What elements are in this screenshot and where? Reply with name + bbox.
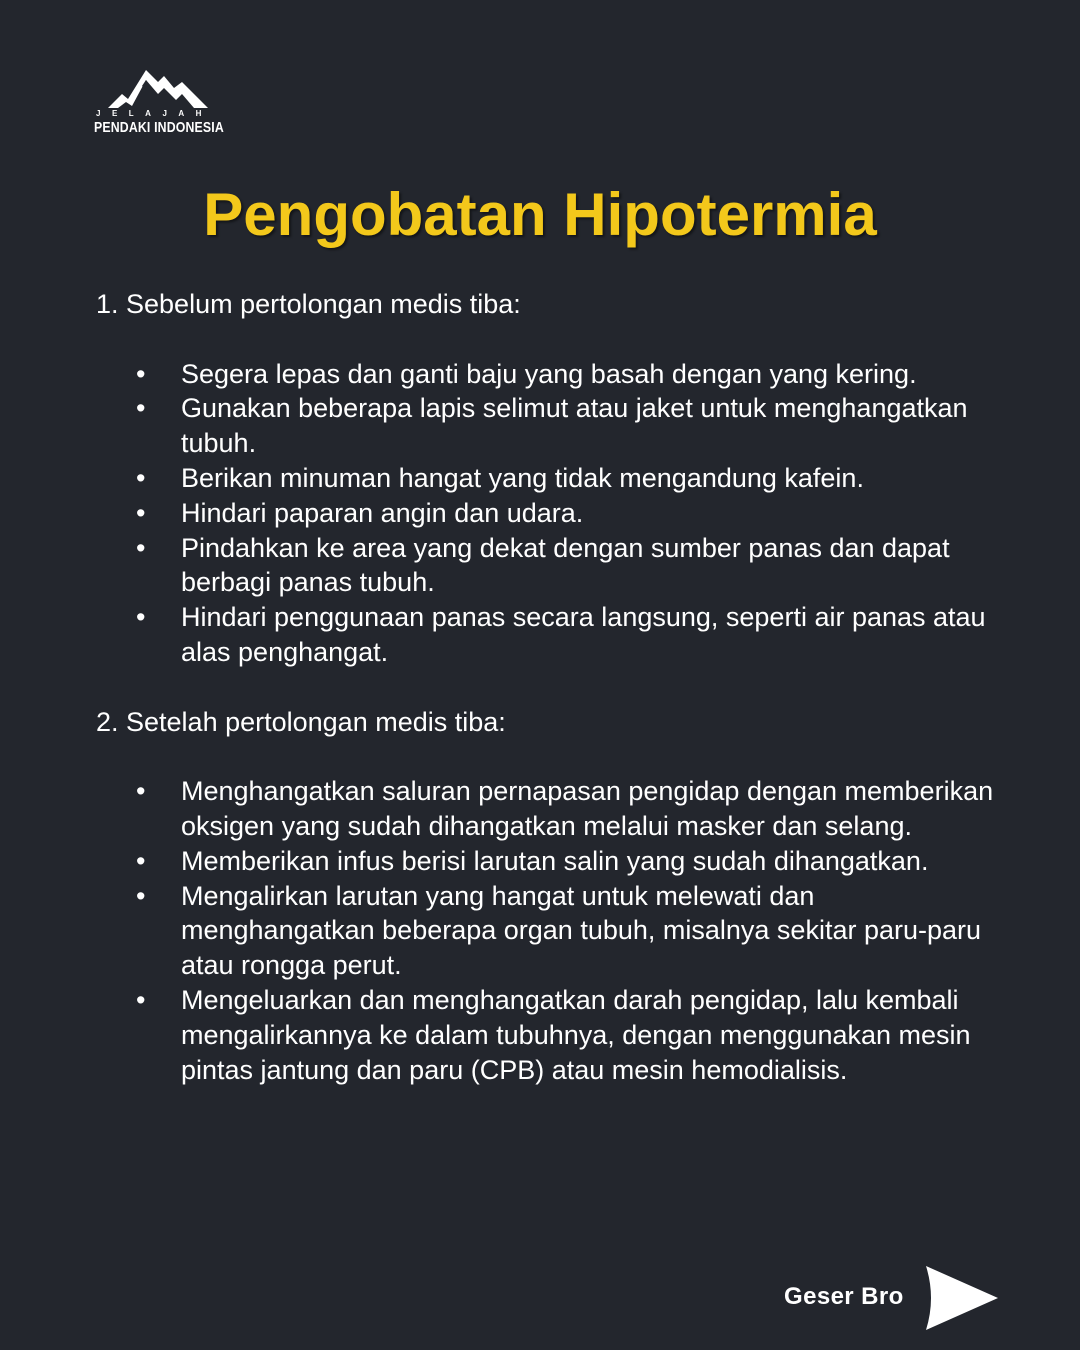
mountain-icon: [108, 66, 208, 110]
list-item-text: Mengeluarkan dan menghangatkan darah pengidap, lalu kembali mengalirkannya ke dalam tubuhnya, dengan menggunakan mesin pintas jantung dan paru (CPB) atau mesin hemodialisis.: [181, 984, 971, 1085]
list-item: [96, 844, 996, 879]
content: [96, 287, 996, 1087]
list-item-text: Hindari penggunaan panas secara langsung, seperti air panas atau alas penghangat.: [181, 602, 986, 667]
list-item: [96, 496, 996, 531]
page-title: Pengobatan Hipotermia: [203, 181, 877, 248]
swipe-label: Geser Bro: [784, 1283, 904, 1310]
list-item: [96, 357, 996, 392]
logo-brand-text: PENDAKI INDONESIA: [94, 119, 224, 136]
list-item-text: Menghangatkan saluran pernapasan pengidap dengan memberikan oksigen yang sudah dihangatkan melalui masker dan selang.: [181, 776, 994, 841]
list-item-text: Memberikan infus berisi larutan salin yang sudah dihangatkan.: [181, 845, 929, 876]
list-item: [96, 879, 996, 983]
logo-top-text: JELAJAH: [96, 109, 213, 118]
bullet-list: [96, 357, 996, 670]
arrow-right-icon[interactable]: [922, 1264, 1002, 1332]
section-heading: 1. Sebelum pertolongan medis tiba:: [96, 289, 521, 319]
list-item-text: Hindari paparan angin dan udara.: [181, 497, 584, 528]
list-item-text: Mengalirkan larutan yang hangat untuk melewati dan menghangatkan beberapa organ tubuh, misalnya sekitar paru-paru atau rongga perut.: [181, 880, 982, 981]
list-item: [96, 600, 996, 670]
bullet-icon: •: [136, 602, 146, 633]
bullet-icon: •: [136, 393, 146, 424]
section-after-medical-help: [96, 705, 996, 1088]
list-item: [96, 391, 996, 461]
bullet-icon: •: [136, 462, 146, 493]
bullet-icon: •: [136, 845, 146, 876]
bullet-icon: •: [136, 497, 146, 528]
list-item-text: Gunakan beberapa lapis selimut atau jaket untuk menghangatkan tubuh.: [181, 393, 968, 459]
list-item: [96, 531, 996, 601]
bullet-icon: •: [136, 358, 146, 389]
list-item-text: Segera lepas dan ganti baju yang basah dengan yang kering.: [181, 358, 917, 389]
section-heading: 2. Setelah pertolongan medis tiba:: [96, 706, 506, 737]
bullet-icon: •: [136, 984, 146, 1015]
bullet-icon: •: [136, 532, 146, 563]
list-item-text: Berikan minuman hangat yang tidak mengandung kafein.: [181, 462, 864, 493]
list-item: [96, 774, 996, 844]
list-item: [96, 983, 996, 1087]
section-before-medical-help: [96, 287, 996, 670]
logo: [94, 66, 234, 138]
list-item: [96, 461, 996, 496]
bullet-icon: •: [136, 880, 146, 911]
bullet-icon: •: [136, 776, 146, 807]
list-item-text: Pindahkan ke area yang dekat dengan sumber panas dan dapat berbagi panas tubuh.: [181, 532, 950, 598]
bullet-list: [96, 774, 996, 1087]
